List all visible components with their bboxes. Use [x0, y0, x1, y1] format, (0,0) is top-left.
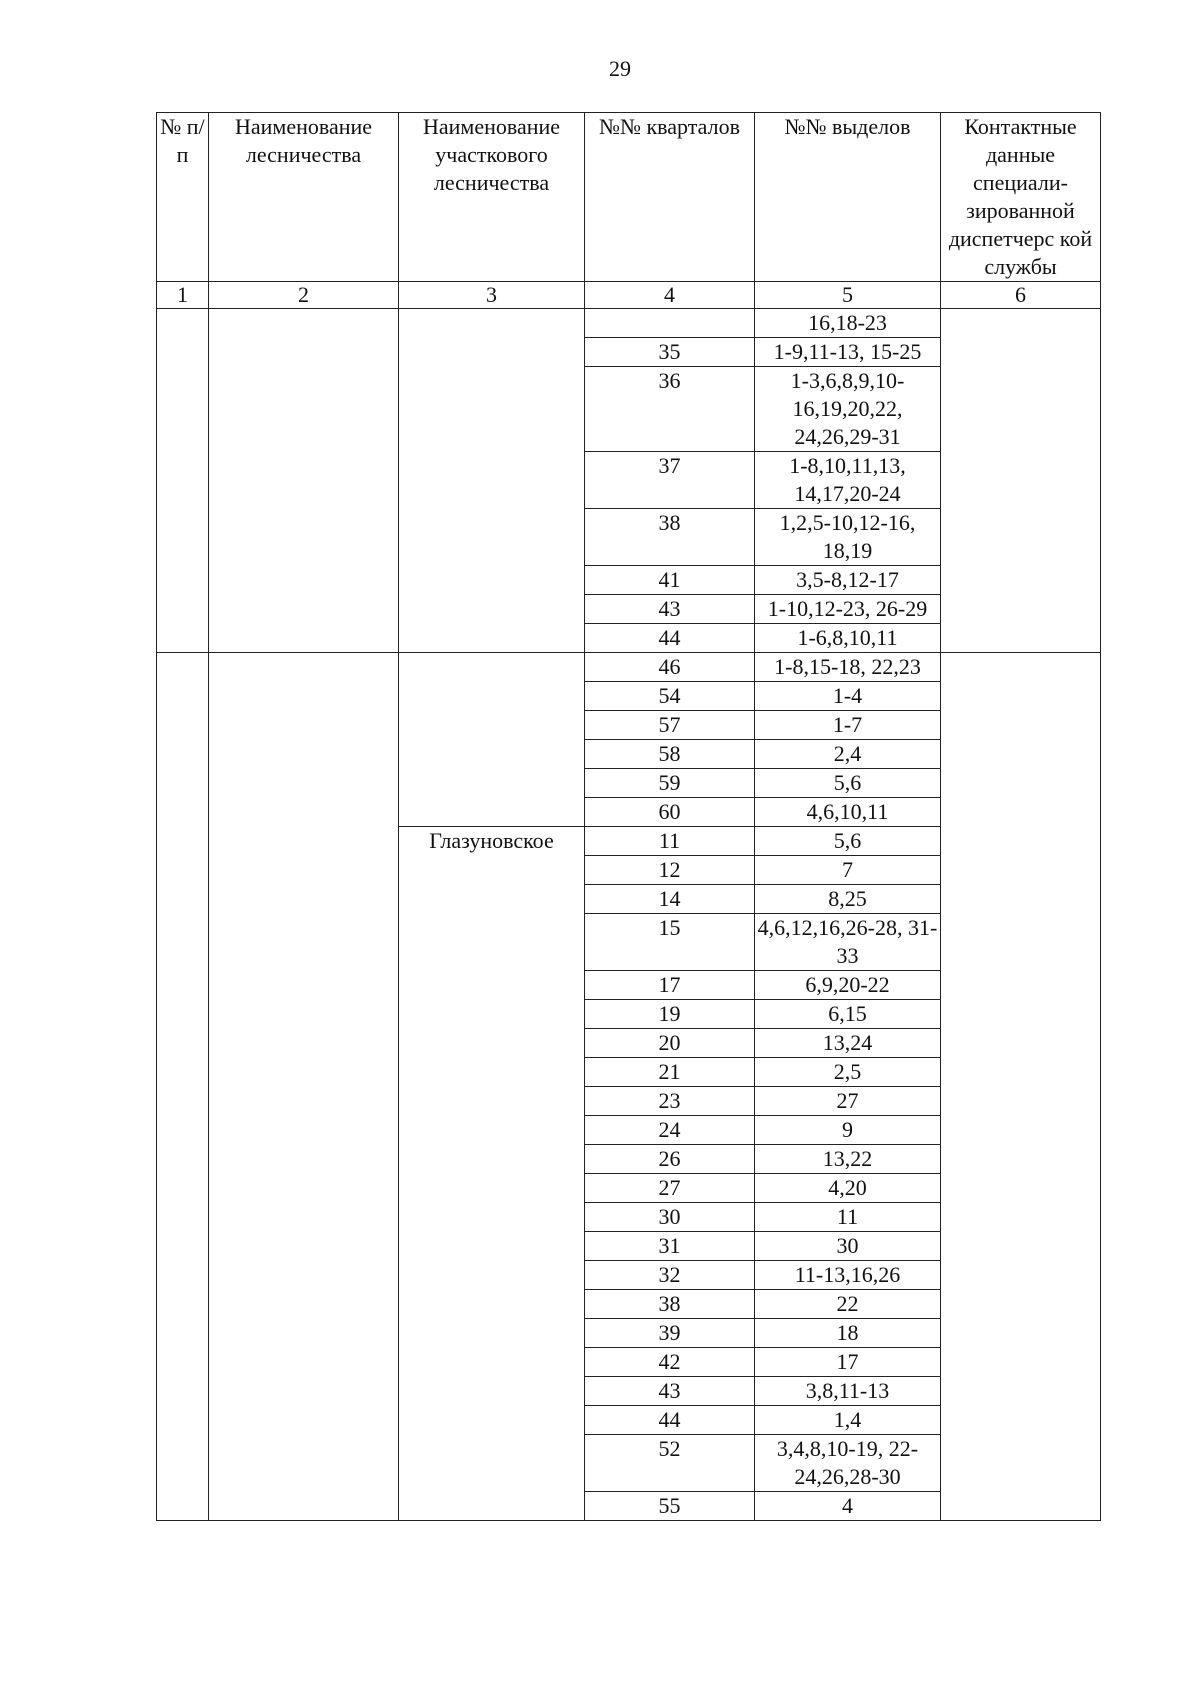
quarter-cell: 23 — [585, 1087, 755, 1116]
plots-cell: 2,5 — [755, 1058, 941, 1087]
quarter-cell: 54 — [585, 682, 755, 711]
plots-cell: 3,4,8,10-19, 22-24,26,28-30 — [755, 1435, 941, 1492]
district-forestry-cell: Глазуновское — [399, 827, 585, 1521]
quarter-cell: 15 — [585, 914, 755, 971]
quarter-cell: 44 — [585, 624, 755, 653]
quarter-cell: 30 — [585, 1203, 755, 1232]
plots-cell: 5,6 — [755, 827, 941, 856]
quarter-cell: 20 — [585, 1029, 755, 1058]
page-number: 29 — [609, 56, 631, 81]
column-number-row — [157, 282, 1101, 309]
plots-cell: 18 — [755, 1319, 941, 1348]
plots-cell: 7 — [755, 856, 941, 885]
plots-cell: 4 — [755, 1492, 941, 1521]
header-district-forestry: Наименование участкового лесничества — [399, 113, 585, 282]
quarter-cell: 42 — [585, 1348, 755, 1377]
quarter-cell — [585, 309, 755, 338]
plots-cell: 1-7 — [755, 711, 941, 740]
quarter-cell: 31 — [585, 1232, 755, 1261]
quarter-cell: 36 — [585, 367, 755, 452]
header-row — [157, 113, 1101, 282]
quarter-cell: 27 — [585, 1174, 755, 1203]
plots-cell: 11 — [755, 1203, 941, 1232]
plots-cell: 11-13,16,26 — [755, 1261, 941, 1290]
quarter-cell: 35 — [585, 338, 755, 367]
quarter-cell: 11 — [585, 827, 755, 856]
plots-cell: 1-6,8,10,11 — [755, 624, 941, 653]
plots-cell: 6,9,20-22 — [755, 971, 941, 1000]
quarter-cell: 38 — [585, 509, 755, 566]
number-cell — [157, 653, 209, 1521]
table-body — [157, 309, 1101, 1521]
quarter-cell: 59 — [585, 769, 755, 798]
quarter-cell: 19 — [585, 1000, 755, 1029]
plots-cell: 1,2,5-10,12-16, 18,19 — [755, 509, 941, 566]
plots-cell: 4,20 — [755, 1174, 941, 1203]
plots-cell: 30 — [755, 1232, 941, 1261]
column-number: 1 — [157, 282, 209, 309]
plots-cell: 3,8,11-13 — [755, 1377, 941, 1406]
quarter-cell: 44 — [585, 1406, 755, 1435]
quarter-cell: 52 — [585, 1435, 755, 1492]
quarter-cell: 58 — [585, 740, 755, 769]
plots-cell: 1-4 — [755, 682, 941, 711]
plots-cell: 13,22 — [755, 1145, 941, 1174]
plots-cell: 4,6,12,16,26-28, 31-33 — [755, 914, 941, 971]
quarter-cell: 57 — [585, 711, 755, 740]
header-number: № п/п — [157, 113, 209, 282]
header-plots: №№ выделов — [755, 113, 941, 282]
column-number: 3 — [399, 282, 585, 309]
contacts-cell — [941, 309, 1101, 653]
plots-cell: 1-8,10,11,13, 14,17,20-24 — [755, 452, 941, 509]
quarter-cell: 55 — [585, 1492, 755, 1521]
quarter-cell: 37 — [585, 452, 755, 509]
quarter-cell: 38 — [585, 1290, 755, 1319]
column-number: 6 — [941, 282, 1101, 309]
district-forestry-cell — [399, 653, 585, 827]
table-row — [157, 309, 1101, 338]
quarter-cell: 14 — [585, 885, 755, 914]
number-cell — [157, 309, 209, 653]
quarter-cell: 39 — [585, 1319, 755, 1348]
plots-cell: 3,5-8,12-17 — [755, 566, 941, 595]
plots-cell: 1,4 — [755, 1406, 941, 1435]
plots-cell: 27 — [755, 1087, 941, 1116]
quarter-cell: 26 — [585, 1145, 755, 1174]
quarter-cell: 41 — [585, 566, 755, 595]
quarter-cell: 12 — [585, 856, 755, 885]
plots-cell: 9 — [755, 1116, 941, 1145]
column-number: 4 — [585, 282, 755, 309]
plots-cell: 4,6,10,11 — [755, 798, 941, 827]
district-forestry-cell — [399, 309, 585, 653]
plots-cell: 1-8,15-18, 22,23 — [755, 653, 941, 682]
quarter-cell: 24 — [585, 1116, 755, 1145]
plots-cell: 5,6 — [755, 769, 941, 798]
header-contacts: Контактные данные специали-зированной диспетчерс кой службы — [941, 113, 1101, 282]
plots-cell: 6,15 — [755, 1000, 941, 1029]
forestry-table — [156, 112, 1101, 1521]
header-quarters: №№ кварталов — [585, 113, 755, 282]
column-number: 5 — [755, 282, 941, 309]
quarter-cell: 17 — [585, 971, 755, 1000]
quarter-cell: 46 — [585, 653, 755, 682]
plots-cell: 1-10,12-23, 26-29 — [755, 595, 941, 624]
plots-cell: 1-3,6,8,9,10-16,19,20,22, 24,26,29-31 — [755, 367, 941, 452]
plots-cell: 2,4 — [755, 740, 941, 769]
quarter-cell: 43 — [585, 1377, 755, 1406]
column-number: 2 — [209, 282, 399, 309]
quarter-cell: 21 — [585, 1058, 755, 1087]
quarter-cell: 43 — [585, 595, 755, 624]
plots-cell: 13,24 — [755, 1029, 941, 1058]
forestry-cell — [209, 653, 399, 1521]
quarter-cell: 32 — [585, 1261, 755, 1290]
plots-cell: 1-9,11-13, 15-25 — [755, 338, 941, 367]
table-row — [157, 653, 1101, 682]
plots-cell: 22 — [755, 1290, 941, 1319]
plots-cell: 16,18-23 — [755, 309, 941, 338]
plots-cell: 8,25 — [755, 885, 941, 914]
quarter-cell: 60 — [585, 798, 755, 827]
header-forestry: Наименование лесничества — [209, 113, 399, 282]
forestry-cell — [209, 309, 399, 653]
contacts-cell — [941, 653, 1101, 1521]
plots-cell: 17 — [755, 1348, 941, 1377]
